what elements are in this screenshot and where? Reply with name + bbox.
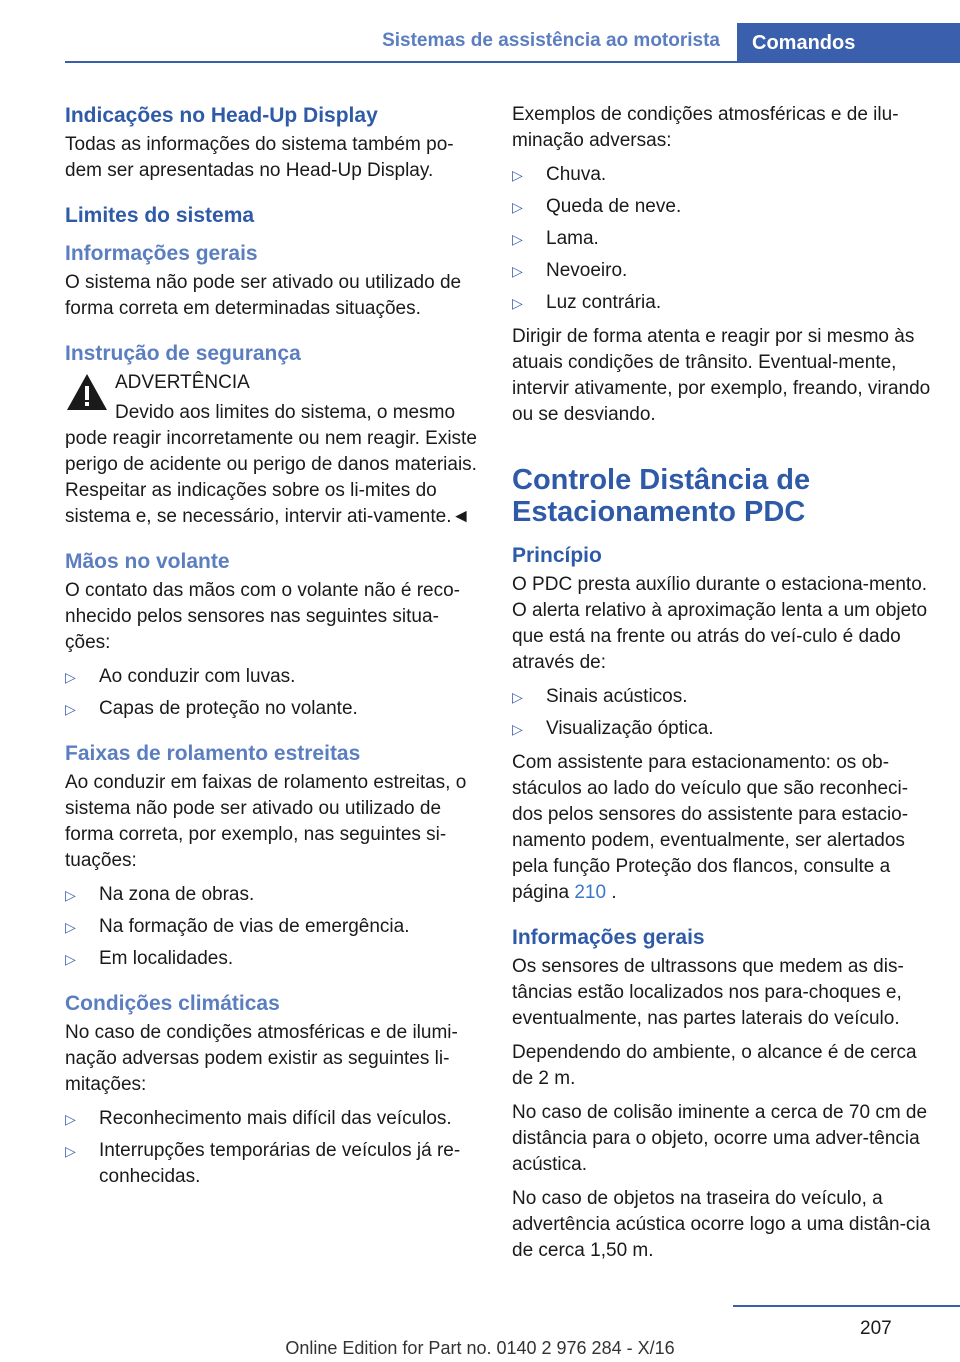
bullet-arrow-icon: ▷ (512, 199, 523, 215)
page-number: 207 (860, 1318, 892, 1339)
info-paragraph-4: No caso de objetos na traseira do veículo, a advertência acústica ocorre logo a uma distân-cia de cerca 1,50 m. (512, 1188, 931, 1261)
heading-info: Informações gerais (512, 926, 705, 949)
warning-label: ADVERTÊNCIA (115, 372, 250, 393)
list-item: ▷ Capas de proteção no volante. (65, 696, 480, 722)
drive-paragraph: Dirigir de forma atenta e reagir por si mesmo às atuais condições de trânsito. Eventual-mente, intervir ativamente, por exemplo, freando, virando ou se desviando. (512, 326, 931, 425)
info-paragraph-1: Os sensores de ultrassons que medem as dis-tâncias estão localizados nos para-choques e, eventualmente, nas partes laterais do veículo. (512, 956, 904, 1029)
bullet-arrow-icon: ▷ (65, 951, 76, 967)
bullet-arrow-icon: ▷ (512, 721, 523, 737)
assist-paragraph: Com assistente para estacionamento: os ob-stáculos ao lado do veículo que são reconheci-dos pelos sensores do assistente para estacio-namento podem, eventualmente, ser alertados pela função Proteção dos flancos, consulte a página 210 . (512, 752, 909, 903)
warning-triangle-icon (65, 372, 109, 412)
heading-limits: Limites do sistema (65, 204, 255, 227)
bullet-arrow-icon: ▷ (65, 669, 76, 685)
hands-list (65, 664, 480, 722)
list-item: ▷ Luz contrária. (512, 290, 932, 316)
warning-block (65, 370, 480, 396)
heading-pdc: Controle Distância de Estacionamento PDC (512, 464, 811, 528)
list-item: ▷ Em localidades. (65, 946, 480, 972)
lanes-list (65, 882, 480, 972)
examples-list (512, 162, 932, 316)
weather-paragraph: No caso de condições atmosféricas e de ilumi-nação adversas podem existir as seguintes li-mitações: (65, 1022, 458, 1095)
list-item: ▷ Sinais acústicos. (512, 684, 932, 710)
header-section-title: Sistemas de assistência ao motorista (382, 30, 720, 51)
header-chapter-tab: Comandos (737, 23, 960, 63)
warning-paragraph: Devido aos limites do sistema, o mesmo pode reagir incorretamente ou nem reagir. Existe perigo de acidente ou perigo de danos materiais. Respeitar as indicações sobre os li-mites do sistema e, se necessário, intervir ati-vamente.◄ (65, 402, 477, 527)
principle-list (512, 684, 932, 742)
lanes-paragraph: Ao conduzir em faixas de rolamento estreitas, o sistema não pode ser ativado ou utilizado de forma correta, por exemplo, nas seguintes si-tuações: (65, 772, 467, 871)
examples-paragraph: Exemplos de condições atmosféricas e de ilu-minação adversas: (512, 104, 899, 151)
bullet-arrow-icon: ▷ (512, 231, 523, 247)
hands-paragraph: O contato das mãos com o volante não é reco-nhecido pelos sensores nas seguintes situa-ções: (65, 580, 460, 653)
bullet-arrow-icon: ▷ (512, 689, 523, 705)
heading-lanes: Faixas de rolamento estreitas (65, 742, 361, 765)
bullet-arrow-icon: ▷ (512, 167, 523, 183)
weather-list (65, 1106, 480, 1190)
list-item: ▷ Interrupções temporárias de veículos já re-conhecidas. (65, 1140, 461, 1187)
bullet-arrow-icon: ▷ (65, 887, 76, 903)
left-column (65, 102, 480, 1198)
list-item: ▷ Lama. (512, 226, 932, 252)
heading-safety: Instrução de segurança (65, 342, 301, 365)
bullet-arrow-icon: ▷ (65, 701, 76, 717)
list-item: ▷ Queda de neve. (512, 194, 932, 220)
right-column (512, 102, 932, 1272)
bullet-arrow-icon: ▷ (65, 1143, 76, 1159)
heading-hands: Mãos no volante (65, 550, 230, 573)
info-paragraph-3: No caso de colisão iminente a cerca de 70 cm de distância para o objeto, ocorre uma adver-tência acústica. (512, 1102, 928, 1175)
list-item: ▷ Chuva. (512, 162, 932, 188)
bullet-arrow-icon: ▷ (512, 295, 523, 311)
info-paragraph-2: Dependendo do ambiente, o alcance é de cerca de 2 m. (512, 1042, 917, 1089)
bullet-arrow-icon: ▷ (512, 263, 523, 279)
heading-principle: Princípio (512, 544, 602, 567)
bullet-arrow-icon: ▷ (65, 1111, 76, 1127)
list-item: ▷ Reconhecimento mais difícil das veículos. (65, 1106, 480, 1132)
hud-paragraph: Todas as informações do sistema também po-dem ser apresentadas no Head-Up Display. (65, 134, 454, 181)
heading-general: Informações gerais (65, 242, 258, 265)
page-reference-link[interactable]: 210 (574, 882, 607, 903)
list-item: ▷ Visualização óptica. (512, 716, 932, 742)
general-paragraph: O sistema não pode ser ativado ou utilizado de forma correta em determinadas situações. (65, 272, 462, 319)
bullet-arrow-icon: ▷ (65, 919, 76, 935)
heading-hud: Indicações no Head-Up Display (65, 104, 378, 127)
list-item: ▷ Nevoeiro. (512, 258, 932, 284)
heading-weather: Condições climáticas (65, 992, 280, 1015)
principle-paragraph: O PDC presta auxílio durante o estaciona-mento. O alerta relativo à aproximação lenta a um objeto que está na frente ou atrás do veí-culo é dado através de: (512, 574, 928, 673)
list-item: ▷ Na formação de vias de emergência. (65, 914, 480, 940)
list-item: ▷ Na zona de obras. (65, 882, 480, 908)
footer-rule (733, 1305, 960, 1307)
footer-edition: Online Edition for Part no. 0140 2 976 284 - X/16 (285, 1338, 675, 1358)
list-item: ▷ Ao conduzir com luvas. (65, 664, 480, 690)
